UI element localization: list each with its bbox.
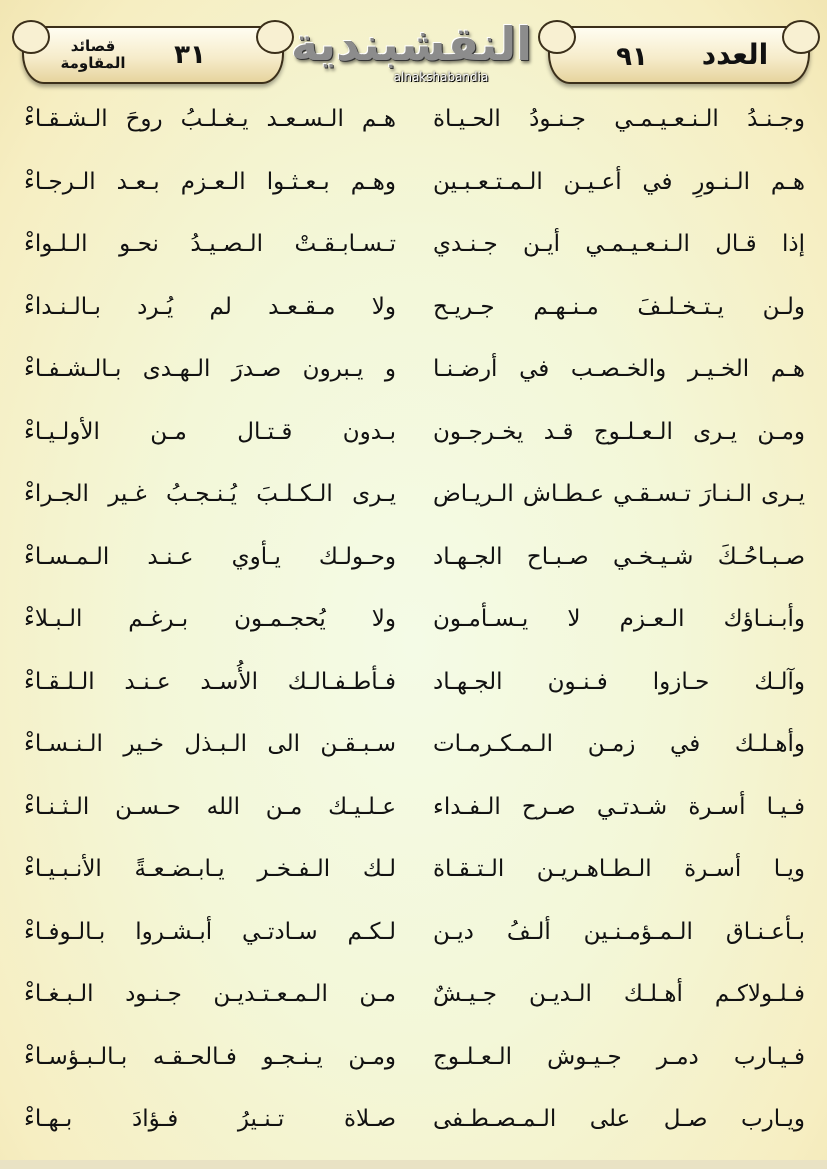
verse-row [0,1026,827,1088]
verse-first-hemistich: هـم الخـيـر والخـصـب في أرضـنـا [433,356,805,382]
verse-row [0,276,827,338]
verse-row [0,526,827,588]
verse-row [0,151,827,213]
verse-first-hemistich: إذا قـال الـنـعـيـمـي أيـن جـنـدي [433,231,805,257]
verse-second-hemistich: تـسـابـقـتْ الـصـيـدُ نحـو الـلـواءْ [24,231,396,257]
verse-row [0,901,827,963]
verse-second-hemistich: ولا مـقـعـد لم يُـرد بـالـنـداءْ [24,293,396,320]
verse-first-hemistich: صـبـاحُـكَ شـيـخـي صـبـاح الجـهـاد [433,543,805,570]
verse-first-hemistich: ومـن يـرى الـعـلـوج قـد يخـرجـون [433,418,805,445]
verse-row [0,776,827,838]
verse-first-hemistich: وأهـلـك في زمـن الـمـكـرمـات [433,731,805,757]
verse-row [0,401,827,463]
verse-first-hemistich: فـيـا أسـرة شـدتـي صـرح الـفـداء [433,793,805,820]
page-bottom-border [0,1160,827,1169]
issue-number: ٩١ [616,42,648,72]
verse-second-hemistich: وحـولـك يـأوي عـنـد الـمـسـاءْ [24,543,396,570]
verse-second-hemistich: بـدون قـتـال مـن الأولـيـاءْ [24,418,396,445]
issue-label: العدد [701,38,769,71]
page-number: ٣١ [174,40,206,70]
page-header [0,0,827,100]
verse-second-hemistich: لـك الـفـخـر يـابـضـعـةً الأنـبـيـاءْ [24,856,396,882]
scroll-curl-right [782,20,820,54]
verse-second-hemistich: لـكـم سـادتـي أبـشـروا بـالـوفـاءْ [24,918,396,945]
verse-second-hemistich: هـم الـسـعـد يـغـلـبُ روحَ الـشـقـاءْ [24,106,396,132]
verse-first-hemistich: وأبـنـاؤك الـعـزم لا يـسـأمـون [433,606,805,632]
verse-row [0,963,827,1025]
verse-first-hemistich: وجـنـدُ الـنـعـيـمـي جـنـودُ الحـيـاة [433,106,805,132]
scroll-curl-left [538,20,576,54]
verse-row [0,338,827,400]
verse-first-hemistich: هـم الـنـورِ في أعـيـن الـمـتـعـبـين [433,168,805,195]
verse-row [0,838,827,900]
verse-row [0,213,827,275]
verse-row [0,651,827,713]
verse-second-hemistich: فـأطـفـالـك الأُسـد عـنـد الـلـقـاءْ [24,668,396,695]
verse-first-hemistich: فـيـارب دمـر جـيـوش الـعـلـوج [433,1043,805,1070]
verse-second-hemistich: ومـن يـنـجـو فـالحـقـه بـالـبـؤسـاءْ [24,1043,396,1070]
verse-row [0,713,827,775]
verse-second-hemistich: وهـم بـعـثـوا الـعـزم بـعـد الـرجـاءْ [24,168,396,195]
verse-first-hemistich: ويـارب صـل على الـمـصـطـفى [433,1106,805,1132]
verse-first-hemistich: وآلـك حـازوا فـنـون الجـهـاد [433,668,805,695]
verse-second-hemistich: صـلاة تـنـيرُ فـؤادَ بـهـاءْ [24,1106,396,1132]
verse-row [0,588,827,650]
verse-row [0,1088,827,1150]
logo-arabic-text: النقشبندية [290,17,532,71]
verse-second-hemistich: عـلـيـك مـن الله حـسـن الـثـنـاءْ [24,793,396,820]
verse-second-hemistich: يـرى الـكـلـبَ يُـنـجـبُ غـير الجـراءْ [24,481,396,507]
verse-first-hemistich: فـلـولاكـم أهـلـك الـديـن جـيـشٌ [433,981,805,1007]
verse-first-hemistich: بـأعـنـاق الـمـؤمـنـين ألـفُ ديـن [433,918,805,945]
verse-second-hemistich: مـن الـمـعـتـديـن جـنـود الـبـغـاءْ [24,981,396,1007]
logo-latin-text: alnakshabandia [393,70,489,84]
verse-row [0,463,827,525]
scroll-curl-right [256,20,294,54]
verse-row [0,88,827,150]
verse-second-hemistich: سـبـقـن الى الـبـذل خـير الـنـسـاءْ [24,731,396,757]
section-title: قصائد المقاومة [60,37,126,72]
verse-first-hemistich: ولـن يـتـخـلـفَ مـنـهـم جـريـح [433,293,805,320]
verse-second-hemistich: ولا يُحجـمـون بـرغـم الـبـلاءْ [24,606,396,632]
verse-second-hemistich: و يـبرون صـدرَ الـهـدى بـالـشـفـاءْ [24,356,396,382]
magazine-logo [290,14,532,90]
verse-first-hemistich: يـرى الـنـارَ تـسـقـي عـطـاش الـريـاض [433,481,805,507]
scroll-curl-left [12,20,50,54]
verse-first-hemistich: ويـا أسـرة الـطـاهـريـن الـتـقـاة [433,856,805,882]
